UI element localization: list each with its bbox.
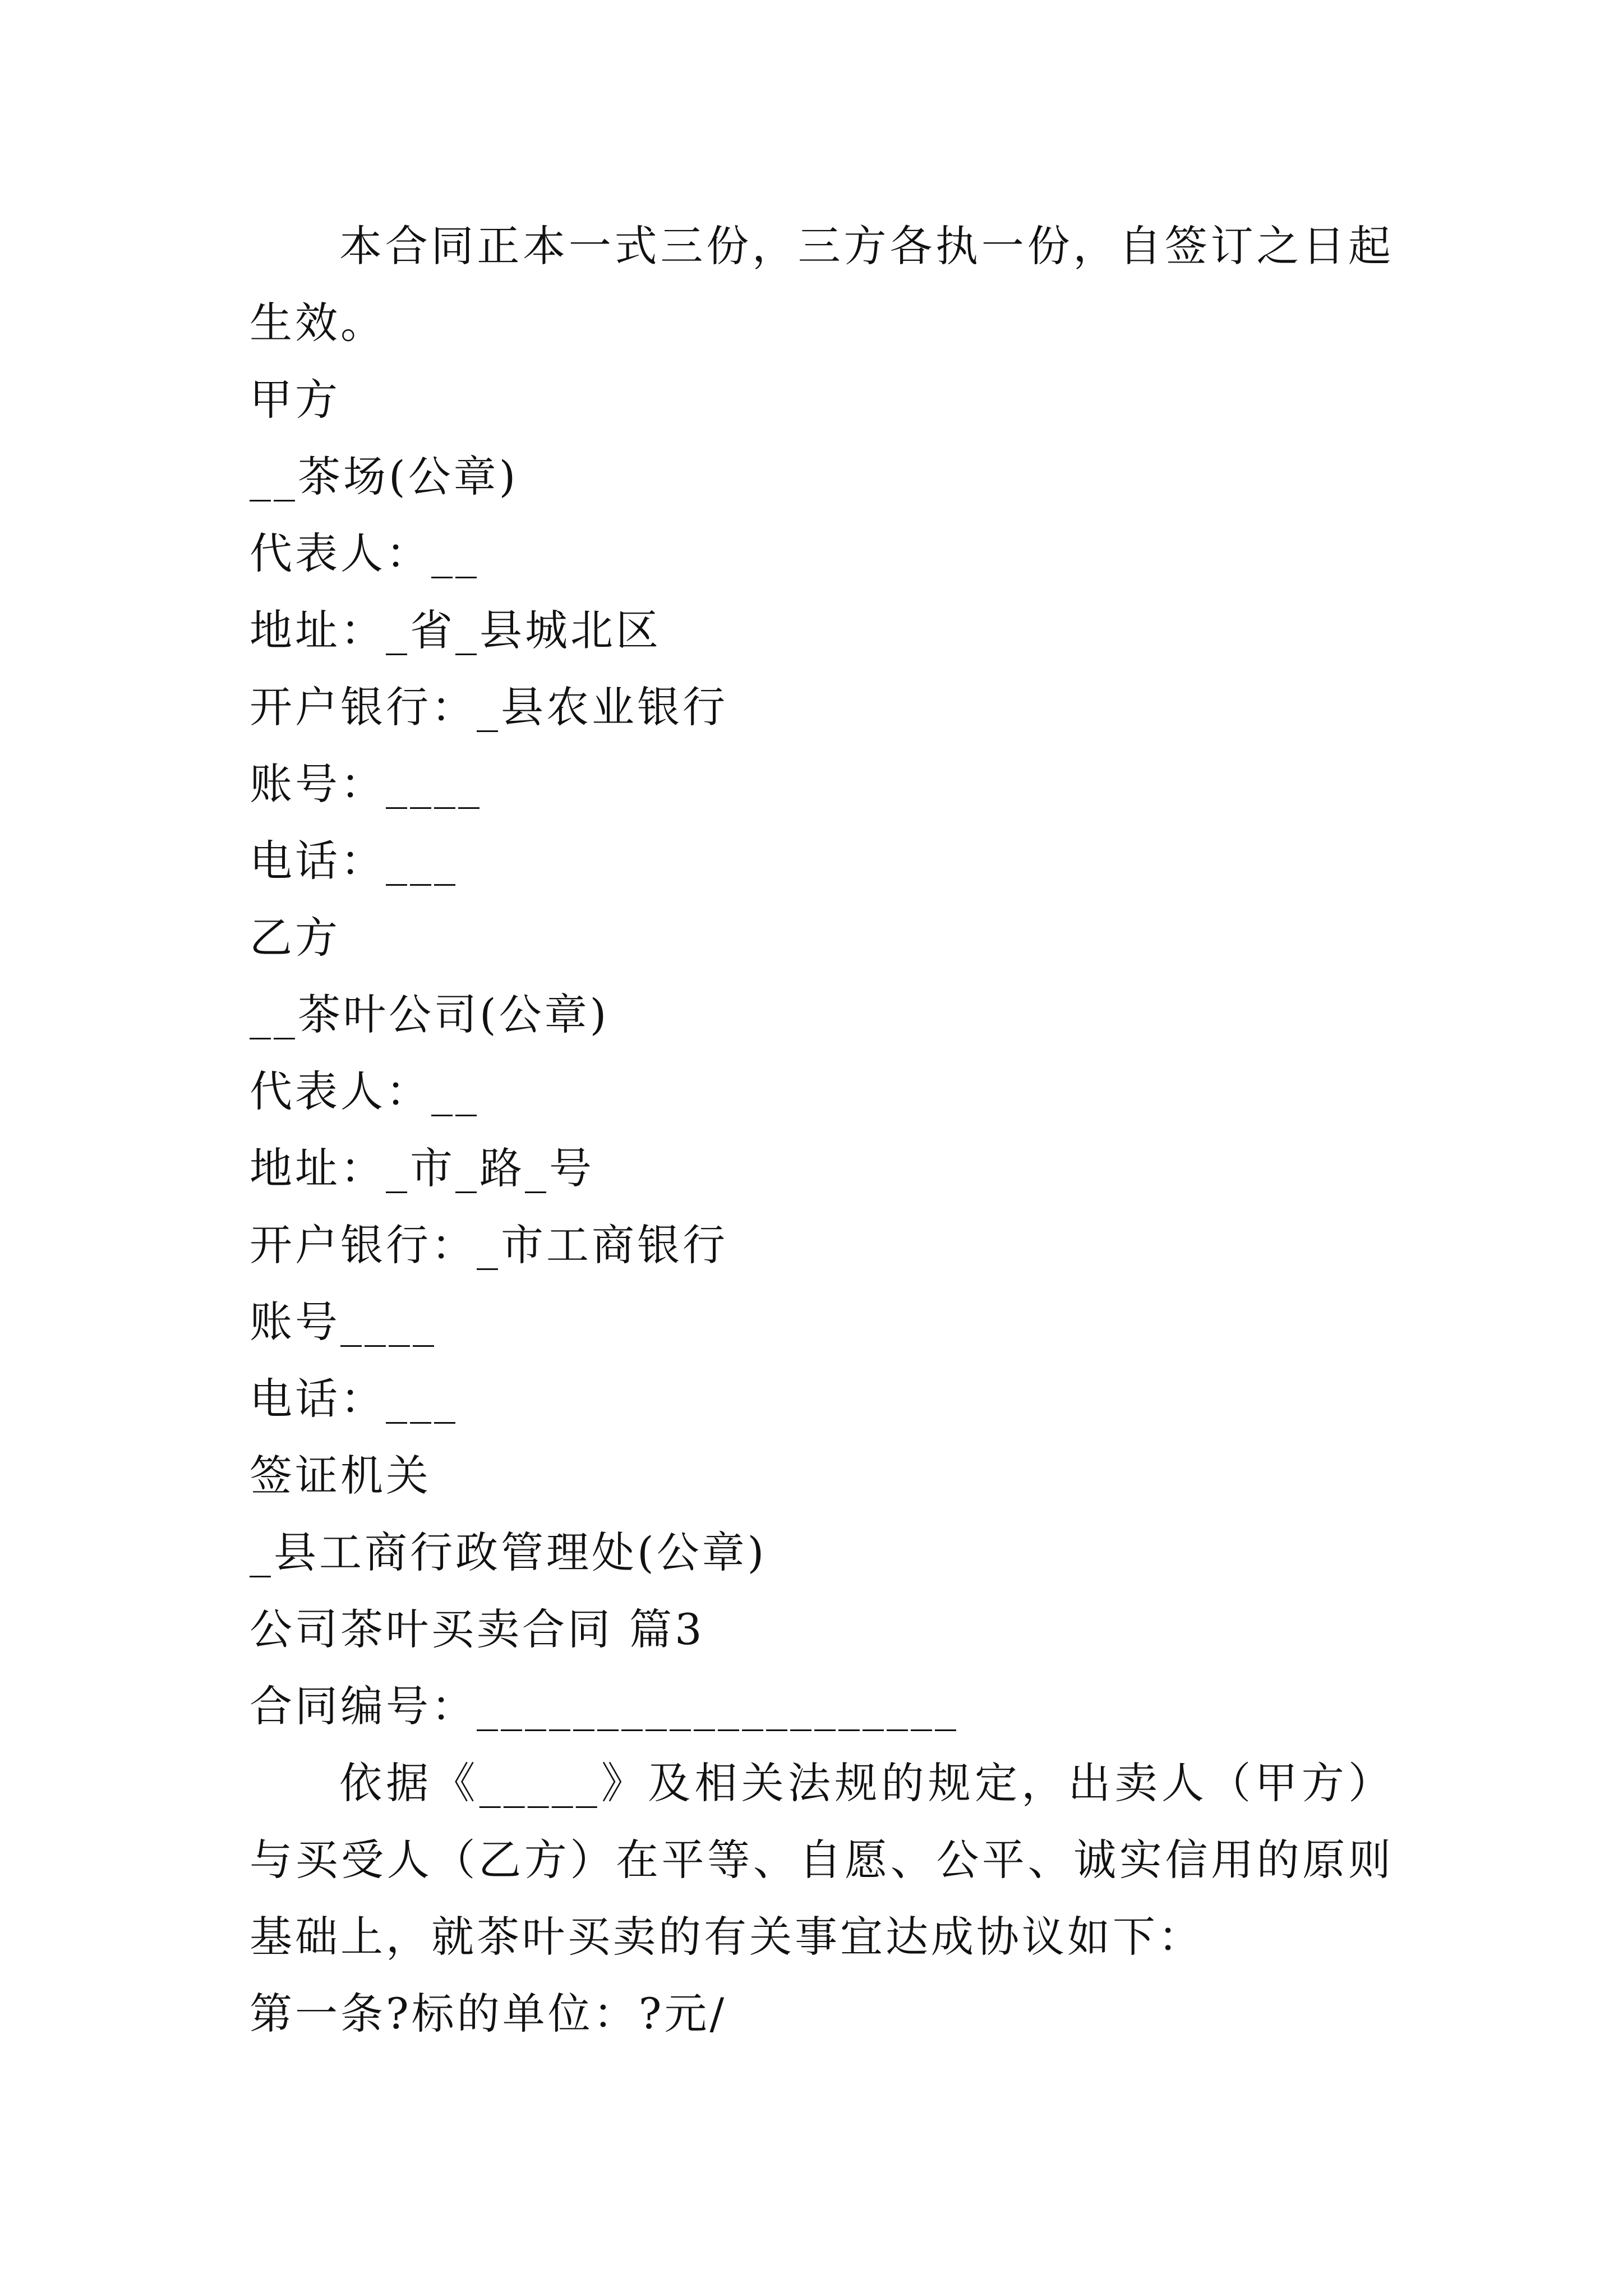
party-b-phone: 电话：___ <box>250 1374 458 1424</box>
certifier-heading: 签证机关 <box>250 1451 431 1501</box>
closing-paragraph: 本合同正本一式三份，三方各执一份，自签订之日起生效。 <box>250 221 1394 348</box>
intro-paragraph: 依据《_____》及相关法规的规定，出卖人（甲方）与买受人（乙方）在平等、自愿、公平、诚实信用的原则基础上，就茶叶买卖的有关事宜达成协议如下： <box>250 1758 1394 1962</box>
party-a-name: __茶场(公章) <box>250 452 519 501</box>
party-a-phone: 电话：___ <box>250 836 458 886</box>
certifier-name: _县工商行政管理处(公章) <box>250 1527 767 1577</box>
party-a-address: 地址：_省_县城北区 <box>250 605 661 655</box>
party-b-bank: 开户银行：_市工商银行 <box>250 1220 728 1270</box>
party-b-name: __茶叶公司(公章) <box>250 990 610 1039</box>
document-body <box>250 208 1394 2052</box>
party-a-heading: 甲方 <box>250 375 340 425</box>
party-a-bank: 开户银行：_县农业银行 <box>250 682 728 732</box>
article-1: 第一条?标的单位：?元/ <box>250 1989 727 2039</box>
party-a-representative: 代表人：__ <box>250 528 479 578</box>
section-title: 公司茶叶买卖合同 篇3 <box>250 1604 705 1654</box>
party-a-account: 账号：____ <box>250 759 482 809</box>
party-b-account: 账号____ <box>250 1297 437 1347</box>
party-b-address: 地址：_市_路_号 <box>250 1143 594 1193</box>
party-b-heading: 乙方 <box>250 913 340 963</box>
contract-number: 合同编号：____________________ <box>250 1681 959 1731</box>
party-b-representative: 代表人：__ <box>250 1066 479 1116</box>
